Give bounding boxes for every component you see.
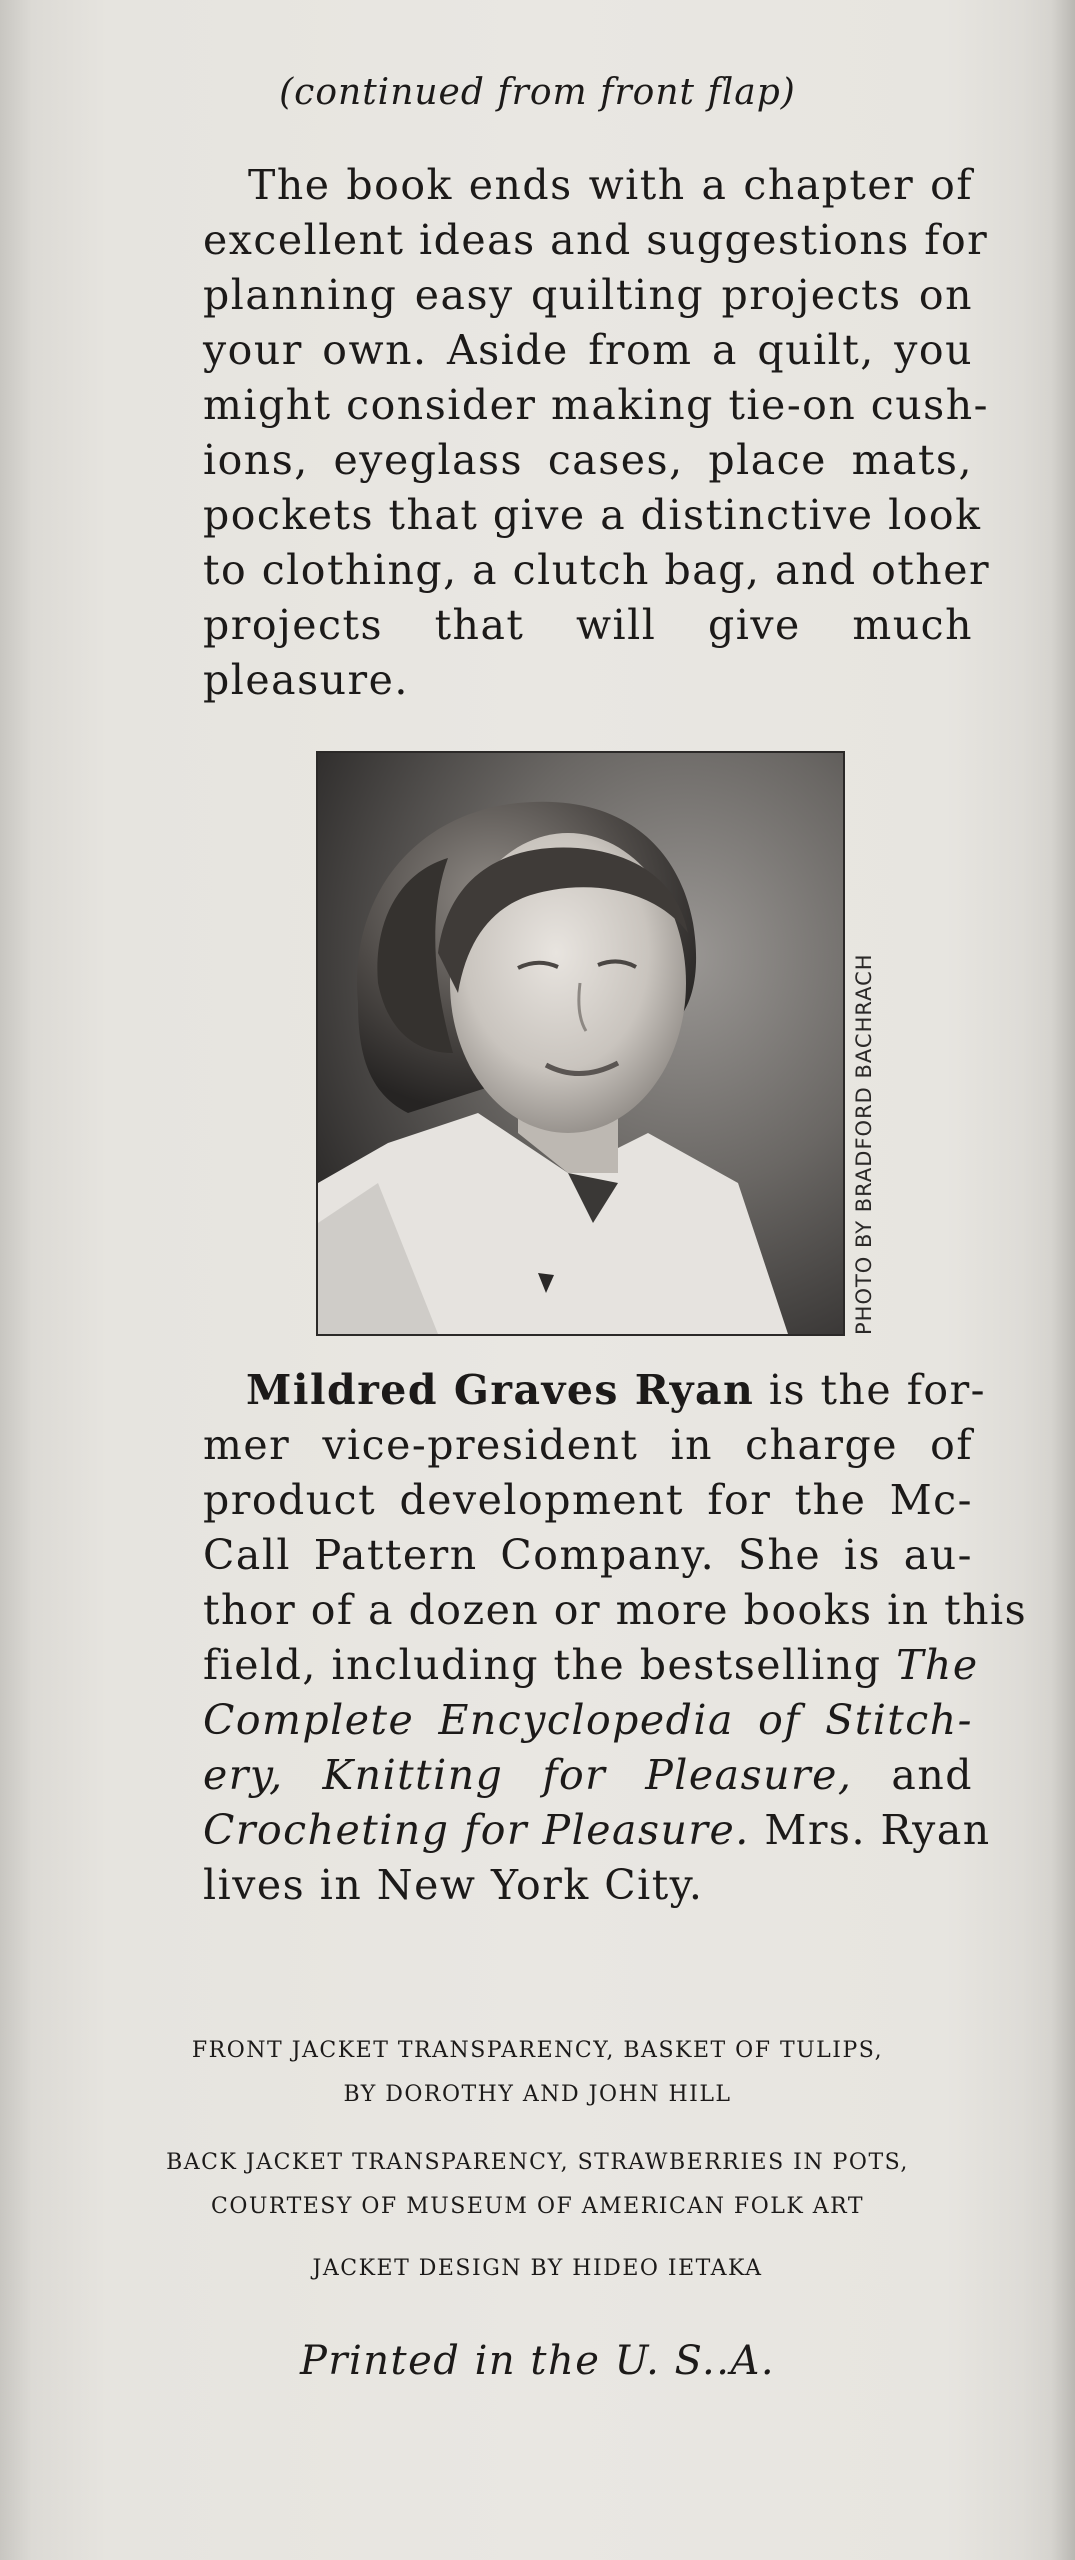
author-name: Mildred Graves Ryan [246, 1366, 755, 1414]
photo-credit: PHOTO BY BRADFORD BACHRACH [852, 953, 876, 1335]
author-portrait-illustration [318, 753, 843, 1334]
back-jacket-credit: BACK JACKET TRANSPARENCY, STRAWBERRIES IN POTS, [166, 2150, 909, 2175]
bio-line: Call Pattern Company. She is au- [203, 1531, 973, 1579]
jacket-design-credit: JACKET DESIGN BY HIDEO IETAKA [312, 2256, 763, 2281]
book-title: Crocheting for Pleasure. [203, 1806, 750, 1854]
bio-line [203, 1693, 973, 1748]
bio-line: thor of a dozen or more books in this [203, 1586, 1028, 1634]
bio-line: ery, Knitting for Pleasure, and [203, 1751, 973, 1799]
paragraph-line: ions, eyeglass cases, place mats, [203, 436, 973, 484]
bio-line: Crocheting for Pleasure. Mrs. Ryan [203, 1806, 991, 1854]
author-bio [203, 1363, 1028, 1913]
paragraph-line: to clothing, a clutch bag, and other [203, 546, 991, 594]
author-photo [316, 751, 845, 1336]
paragraph-line: projects that will give much [203, 601, 973, 649]
bio-line: field, including the bestselling The [203, 1641, 979, 1689]
back-jacket-credit-source: COURTESY OF MUSEUM OF AMERICAN FOLK ART [210, 2194, 865, 2219]
printed-in-usa: Printed in the U. S..A. [299, 2338, 776, 2384]
paragraph-line: pleasure. [203, 656, 409, 704]
paragraph-line: excellent ideas and suggestions for [203, 216, 989, 264]
paragraph-line: your own. Aside from a quilt, you [203, 326, 973, 374]
paragraph-line: The book ends with a chapter of [248, 161, 973, 209]
book-title: ery, Knitting for Pleasure, [203, 1751, 853, 1799]
bio-line: lives in New York City. [203, 1861, 704, 1909]
book-title: Complete Encyclopedia of Stitch- [203, 1696, 973, 1744]
paragraph-line: planning easy quilting projects on [203, 271, 973, 319]
bio-line: Mildred Graves Ryan is the for- [246, 1366, 987, 1414]
book-title: The [896, 1641, 979, 1689]
front-jacket-credit-artists: BY DOROTHY AND JOHN HILL [343, 2082, 732, 2107]
page-edge [1051, 0, 1075, 2560]
bio-line: mer vice-president in charge of [203, 1421, 973, 1469]
bio-line: product development for the Mc- [203, 1476, 973, 1524]
paragraph-line: might consider making tie-on cush- [203, 381, 989, 429]
front-jacket-credit: FRONT JACKET TRANSPARENCY, BASKET OF TULIPS, [191, 2038, 884, 2063]
description-paragraph [203, 158, 991, 708]
paragraph-line: pockets that give a distinctive look [203, 491, 982, 539]
continued-note: (continued from front flap) [279, 72, 796, 113]
